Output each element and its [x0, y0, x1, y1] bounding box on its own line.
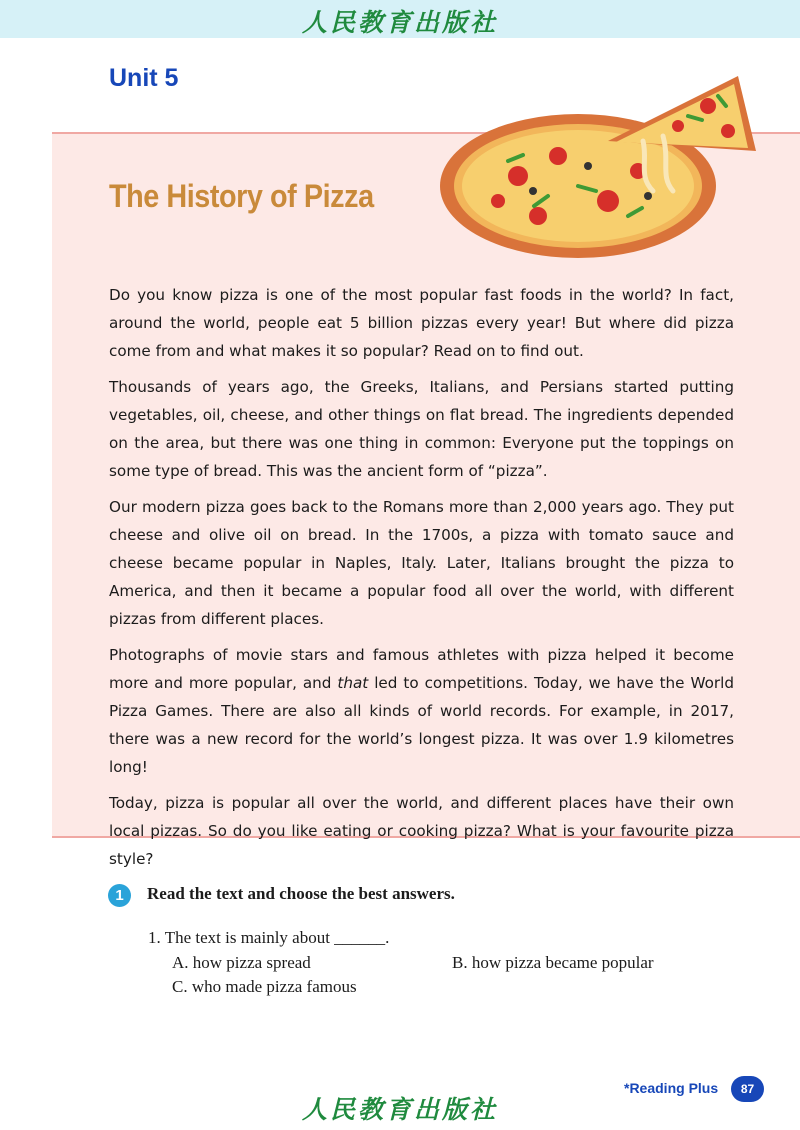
- pizza-illustration: [438, 66, 758, 266]
- option-a[interactable]: A. how pizza spread: [172, 953, 311, 972]
- exercise-number-badge: 1: [108, 884, 131, 907]
- paragraph: Thousands of years ago, the Greeks, Italians, and Persians started putting vegetables, oil, cheese, and other things on flat bread. The ingredients depended on the area, but there was one thing in common: Everyone put the toppings on some type of bread. This was the ancient form of “pizza”.: [109, 378, 734, 480]
- option-b[interactable]: B. how pizza became popular: [452, 953, 654, 972]
- emphasized-word: that: [337, 674, 369, 692]
- paragraph: Do you know pizza is one of the most popular fast foods in the world? In fact, around the world, people eat 5 billion pizzas every year! But where did pizza come from and what makes it so popular? Read on to find out.: [109, 286, 734, 360]
- publisher-logo-top: 人民教育出版社: [301, 8, 498, 37]
- article-title: The History of Pizza: [109, 178, 374, 214]
- option-c[interactable]: C. who made pizza famous: [172, 977, 357, 996]
- question-text: 1. The text is mainly about ______.: [148, 928, 390, 947]
- article-body: [109, 281, 734, 881]
- text-run: Photographs of movie stars and famous athletes with pizza helped it become more and more popular, and: [109, 646, 734, 692]
- page-number-badge: 87: [731, 1076, 764, 1102]
- publisher-logo-bottom: 人民教育出版社: [301, 1095, 498, 1124]
- unit-label: Unit 5: [109, 64, 179, 92]
- paragraph: Our modern pizza goes back to the Romans more than 2,000 years ago. They put cheese and olive oil on bread. In the 1700s, a pizza with tomato sauce and cheese became popular in Naples, Italy. Later, Italians brought the pizza to America, and then it became a popular food all over the world, with different pizzas from different places.: [109, 498, 734, 628]
- exercise-instruction: Read the text and choose the best answers.: [147, 884, 455, 903]
- paragraph: Today, pizza is popular all over the world, and different places have their own local pizzas. So do you like eating or cooking pizza? What is your favourite pizza style?: [109, 794, 734, 868]
- reading-plus-label: *Reading Plus: [624, 1080, 719, 1096]
- paragraph: [109, 641, 734, 781]
- text-run: led to competitions. Today, we have the World Pizza Games. There are also all kinds of world records. For example, in 2017, there was a new record for the world’s longest pizza. It was over 1.9 kilometres long!: [109, 674, 734, 776]
